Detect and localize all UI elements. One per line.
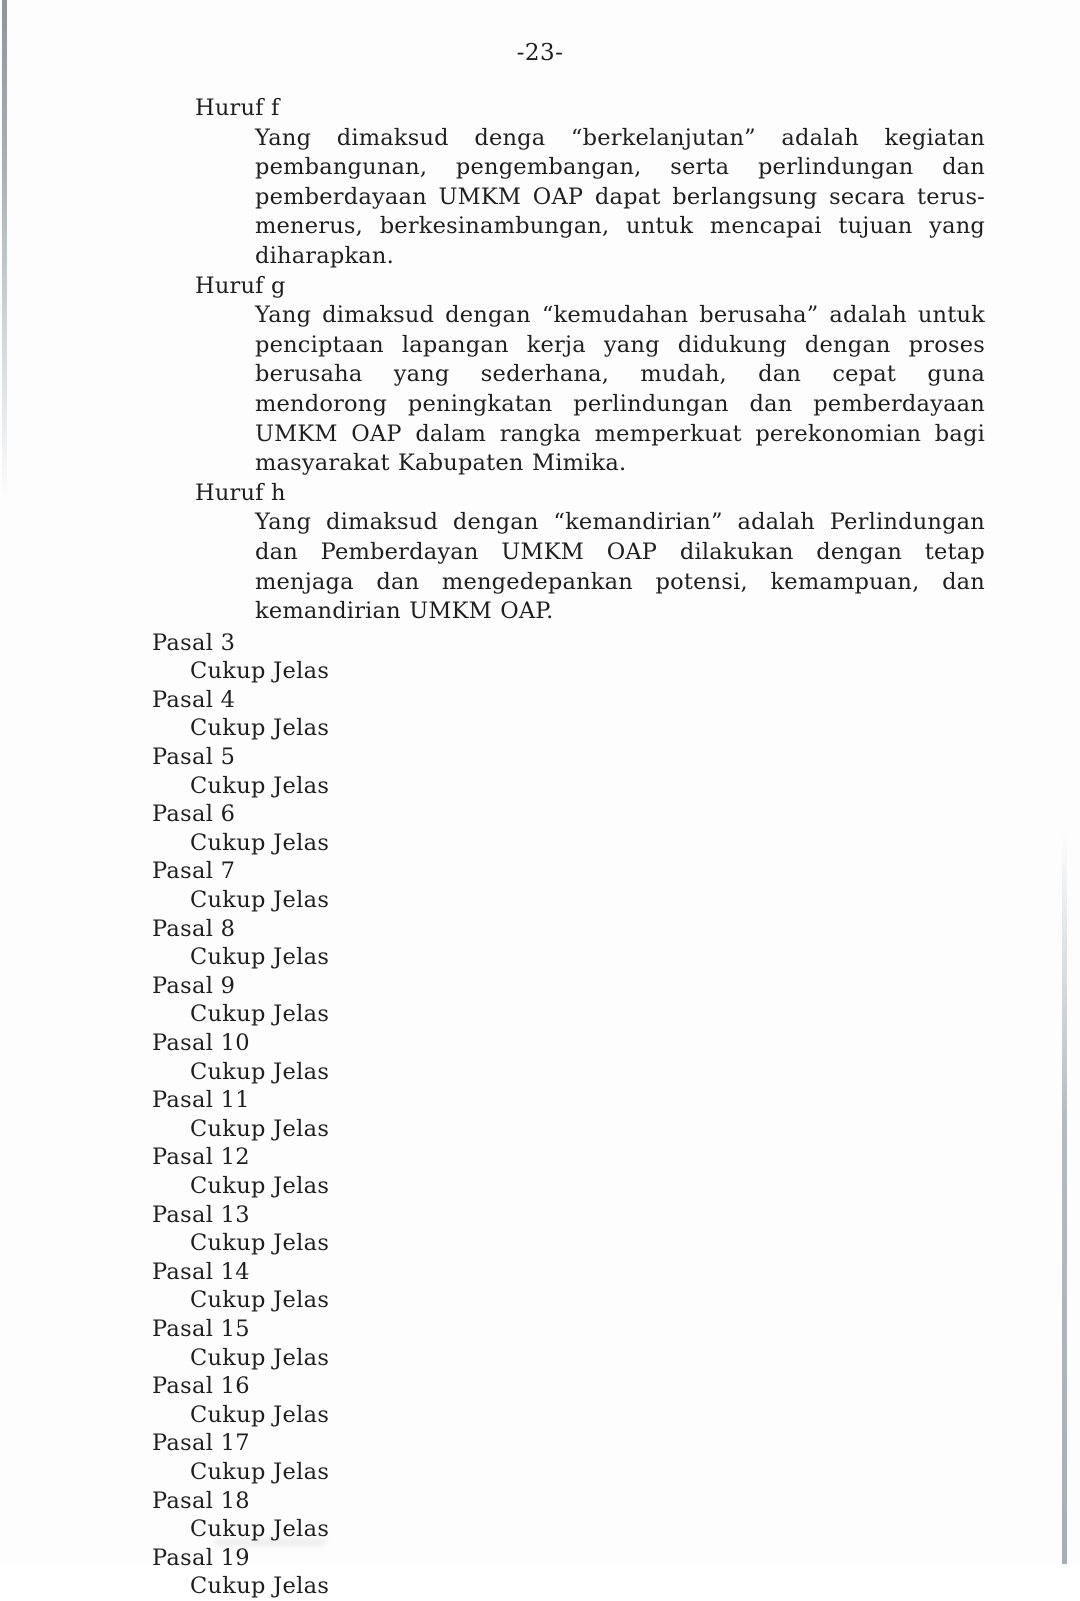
pasal-item — [0, 1487, 1080, 1544]
pasal-label: Pasal 7 — [152, 858, 236, 885]
pasal-label: Pasal 6 — [152, 801, 236, 828]
page-number: -23- — [516, 40, 564, 66]
explanation-sections — [0, 94, 1080, 627]
pasal-note: Cukup Jelas — [190, 1001, 330, 1028]
pasal-note: Cukup Jelas — [190, 658, 330, 685]
pasal-note: Cukup Jelas — [190, 1516, 330, 1543]
pasal-label: Pasal 19 — [152, 1544, 250, 1571]
pasal-note: Cukup Jelas — [190, 1287, 330, 1314]
section-body-text: Yang dimaksud dengan “kemandirian” adalah Perlindungan dan Pemberdayan UMKM OAP dilakukan dengan tetap menjaga dan mengedepankan potensi, kemampuan, dan kemandirian UMKM OAP. — [255, 509, 985, 625]
pasal-item — [0, 743, 1080, 800]
pasal-item — [0, 1029, 1080, 1086]
section-label: Huruf h — [195, 479, 286, 506]
pasal-label: Pasal 4 — [152, 686, 236, 713]
pasal-label: Pasal 18 — [152, 1487, 250, 1514]
section-body-text: Yang dimaksud denga “berkelanjutan” adalah kegiatan pembangunan, pengembangan, serta perlindungan dan pemberdayaan UMKM OAP dapat berlangsung secara terus-menerus, berkesinambungan, untuk mencapai tujuan yang diharapkan. — [255, 124, 985, 269]
pasal-label: Pasal 5 — [152, 744, 236, 771]
pasal-note: Cukup Jelas — [190, 1058, 330, 1085]
pasal-label: Pasal 13 — [152, 1201, 250, 1228]
explanation-section — [0, 479, 1080, 627]
pasal-label: Pasal 12 — [152, 1144, 250, 1171]
pasal-label: Pasal 9 — [152, 972, 236, 999]
pasal-note: Cukup Jelas — [190, 1458, 330, 1485]
section-label: Huruf g — [195, 272, 286, 299]
section-label: Huruf f — [195, 95, 280, 121]
pasal-item — [0, 1201, 1080, 1258]
pasal-list — [0, 629, 1080, 1601]
pasal-item — [0, 800, 1080, 857]
pasal-note: Cukup Jelas — [190, 829, 330, 856]
pasal-item — [0, 1544, 1080, 1601]
pasal-label: Pasal 11 — [152, 1087, 250, 1114]
pasal-note: Cukup Jelas — [190, 1401, 330, 1428]
pasal-item — [0, 972, 1080, 1029]
pasal-note: Cukup Jelas — [190, 887, 330, 914]
pasal-item — [0, 1372, 1080, 1429]
pasal-note: Cukup Jelas — [190, 1573, 330, 1600]
pasal-item — [0, 686, 1080, 743]
pasal-label: Pasal 8 — [152, 915, 236, 942]
pasal-item — [0, 1086, 1080, 1143]
pasal-label: Pasal 15 — [152, 1315, 250, 1342]
pasal-note: Cukup Jelas — [190, 1230, 330, 1257]
explanation-section — [0, 272, 1080, 479]
pasal-label: Pasal 16 — [152, 1373, 250, 1400]
pasal-item — [0, 629, 1080, 686]
pasal-item — [0, 915, 1080, 972]
pasal-label: Pasal 14 — [152, 1258, 250, 1285]
pasal-note: Cukup Jelas — [190, 944, 330, 971]
pasal-label: Pasal 3 — [152, 629, 236, 656]
pasal-note: Cukup Jelas — [190, 1344, 330, 1371]
pasal-item — [0, 1315, 1080, 1372]
pasal-item — [0, 1429, 1080, 1486]
pasal-note: Cukup Jelas — [190, 772, 330, 799]
explanation-section — [0, 94, 1080, 272]
pasal-item — [0, 1258, 1080, 1315]
pasal-note: Cukup Jelas — [190, 715, 330, 742]
section-body-text: Yang dimaksud dengan “kemudahan berusaha” adalah untuk penciptaan lapangan kerja yang didukung dengan proses berusaha yang sederhana, mudah, dan cepat guna mendorong peningkatan perlindungan dan pemberdayaan UMKM OAP dalam rangka memperkuat perekonomian bagi masyarakat Kabupaten Mimika. — [255, 302, 985, 477]
pasal-label: Pasal 17 — [152, 1430, 250, 1457]
page-content — [0, 94, 1080, 1601]
pasal-label: Pasal 10 — [152, 1030, 250, 1056]
pasal-note: Cukup Jelas — [190, 1172, 330, 1199]
pasal-item — [0, 1143, 1080, 1200]
pasal-note: Cukup Jelas — [190, 1115, 330, 1142]
pasal-item — [0, 857, 1080, 914]
